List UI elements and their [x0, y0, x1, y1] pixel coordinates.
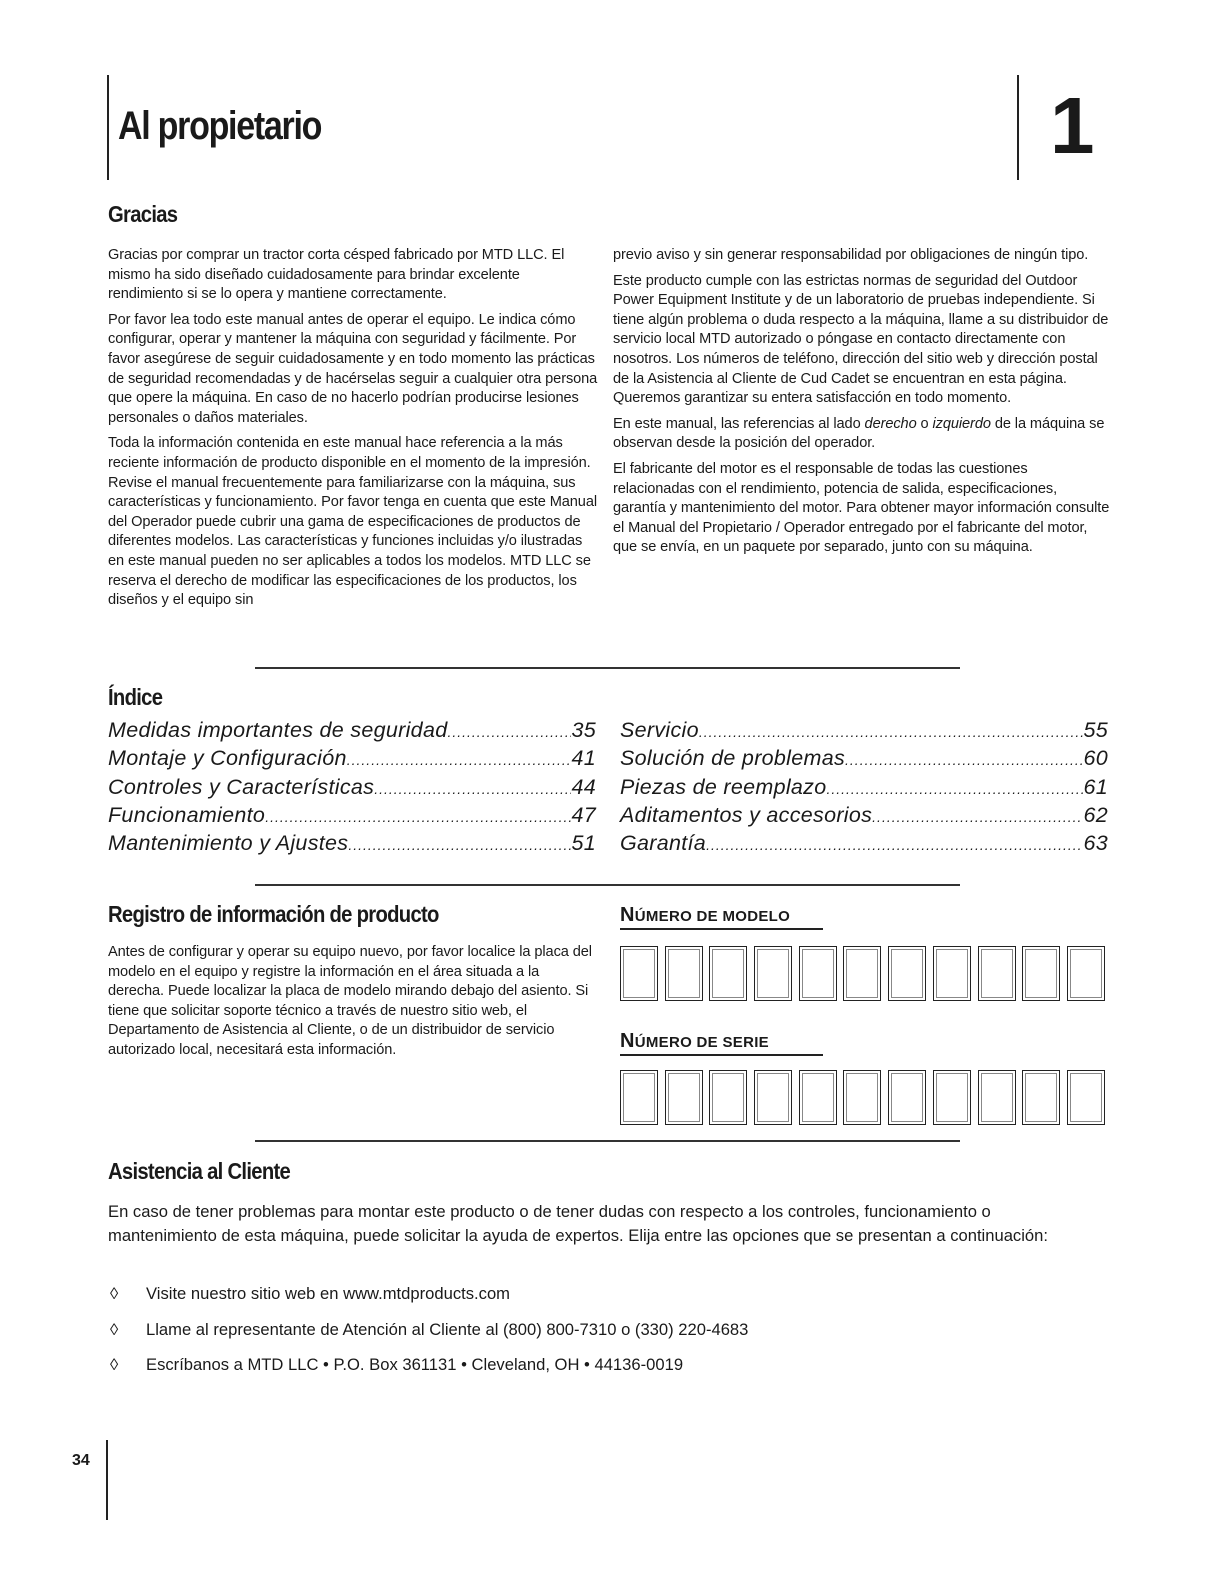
- footer-bar: [106, 1440, 108, 1520]
- text: izquierdo: [932, 415, 991, 432]
- entry-box[interactable]: [933, 946, 971, 1001]
- chapter-bar: [1017, 75, 1019, 180]
- bullet-item: [110, 1320, 748, 1340]
- toc-label: Funcionamiento: [108, 802, 266, 827]
- toc-label: Montaje y Configuración: [108, 746, 347, 771]
- asistencia-text: [108, 1200, 1068, 1248]
- entry-box[interactable]: [620, 946, 658, 1001]
- entry-box[interactable]: [665, 1070, 703, 1125]
- toc-page: 51: [571, 831, 596, 856]
- toc-label: Garantía: [620, 831, 707, 856]
- text: En este manual, las referencias al lado: [613, 415, 865, 432]
- toc-entry[interactable]: [620, 746, 1108, 774]
- toc-label: Aditamentos y accesorios: [620, 802, 873, 827]
- divider: [255, 1140, 960, 1142]
- text: derecho: [864, 415, 917, 432]
- chapter-number: 1: [1050, 81, 1095, 170]
- website-text: Visite nuestro sitio web en www.mtdproducts.com: [146, 1284, 510, 1303]
- toc-label: Controles y Características: [108, 774, 375, 799]
- toc-label: Piezas de reemplazo: [620, 774, 827, 799]
- text: de la máquina se observan desde la posición del operador.: [613, 415, 1105, 452]
- toc-label: Servicio: [620, 718, 699, 742]
- paragraph: Gracias por comprar un tractor corta césped fabricado por MTD LLC. El mismo ha sido diseñado cuidadosamente para brindar excelente rendimiento si se lo opera y mantiene correctamente.: [108, 247, 565, 303]
- toc-entry[interactable]: [108, 775, 596, 803]
- entry-box[interactable]: [754, 1070, 792, 1125]
- entry-box[interactable]: [1067, 1070, 1105, 1125]
- toc-leader: [347, 752, 572, 768]
- divider: [255, 667, 960, 669]
- entry-box[interactable]: [665, 946, 703, 1001]
- address-text: Escríbanos a MTD LLC • P.O. Box 361131 • Cleveland, OH • 44136-0019: [146, 1355, 684, 1374]
- serial-number-label: [620, 1030, 825, 1056]
- registro-text: [108, 943, 598, 1067]
- paragraph: Toda la información contenida en este manual hace referencia a la más reciente información de producto disponible en el momento de la impresión. Revise el manual frecuentemente para familiarizarse con la máquina, sus características y funcionamiento. Por favor tenga en cuenta que este Manual del Operador puede cubrir una gama de especificaciones de productos de diferentes modelos. Las características y funciones incluidas y/o ilustradas en este manual pueden no ser aplicables a todos los modelos. MTD LLC se reserva el derecho de modificar las especificaciones de los productos, los diseños y el equipo sin: [108, 435, 597, 609]
- model-number-boxes[interactable]: [620, 946, 1105, 1001]
- entry-box[interactable]: [1022, 1070, 1060, 1125]
- toc-leader: [374, 781, 571, 797]
- bullet-item: [110, 1355, 683, 1375]
- toc-page: 63: [1083, 831, 1108, 856]
- toc-leader: [845, 752, 1083, 768]
- toc-page: 61: [1083, 774, 1108, 799]
- entry-box[interactable]: [978, 946, 1016, 1001]
- serial-number-boxes[interactable]: [620, 1070, 1105, 1125]
- paragraph: Este producto cumple con las estrictas normas de seguridad del Outdoor Power Equipment Institute y de un laboratorio de pruebas independiente. Si tiene algún problema o duda respecto a la máquina, llame a su distribuidor de servicio local MTD autorizado o póngase en contacto directamente con nosotros. Los números de teléfono, dirección del sitio web y dirección postal de la Asistencia al Cliente de Cud Cadet se encuentran en esta página. Queremos garantizar su entera satisfacción en todo momento.: [613, 272, 1109, 407]
- gracias-heading: Gracias: [108, 201, 178, 227]
- model-number-label: [620, 904, 825, 930]
- text: N: [620, 904, 635, 926]
- paragraph: previo aviso y sin generar responsabilidad por obligaciones de ningún tipo.: [613, 247, 1089, 263]
- page-title: Al propietario: [118, 104, 322, 148]
- entry-box[interactable]: [709, 946, 747, 1001]
- text: ÚMERO DE MODELO: [634, 908, 791, 925]
- entry-box[interactable]: [1067, 946, 1105, 1001]
- toc-leader: [706, 837, 1083, 853]
- toc-page: 55: [1083, 718, 1108, 742]
- gracias-left-column: [108, 246, 598, 617]
- toc-page: 60: [1083, 746, 1108, 771]
- gracias-right-column: [613, 246, 1113, 564]
- phone-text: Llame al representante de Atención al Cliente al (800) 800-7310 o (330) 220-4683: [146, 1320, 749, 1339]
- entry-box[interactable]: [1022, 946, 1060, 1001]
- entry-box[interactable]: [888, 1070, 926, 1125]
- toc-entry[interactable]: [108, 803, 596, 831]
- entry-box[interactable]: [888, 946, 926, 1001]
- toc-label: Medidas importantes de seguridad: [108, 718, 448, 742]
- toc-left: [108, 718, 596, 859]
- entry-box[interactable]: [978, 1070, 1016, 1125]
- toc-leader: [265, 809, 571, 825]
- toc-leader: [447, 724, 571, 740]
- toc-entry[interactable]: [108, 718, 596, 746]
- toc-label: Solución de problemas: [620, 746, 846, 771]
- entry-box[interactable]: [709, 1070, 747, 1125]
- diamond-bullet-icon: ◊: [110, 1284, 119, 1303]
- toc-page: 41: [571, 746, 596, 771]
- paragraph: Antes de configurar y operar su equipo nuevo, por favor localice la placa del modelo en el equipo y registre la información en el área situada a la derecha. Puede localizar la placa de modelo mirando debajo del asiento. Si tiene que solicitar soporte técnico a través de nuestro sitio web, el Departamento de Asistencia al Cliente, o de un distribuidor de servicio autorizado local, necesitará esta información.: [108, 944, 592, 1058]
- entry-box[interactable]: [754, 946, 792, 1001]
- toc-right: [620, 718, 1108, 859]
- entry-box[interactable]: [799, 1070, 837, 1125]
- title-bar: [107, 75, 109, 180]
- indice-heading: Índice: [108, 684, 163, 710]
- toc-entry[interactable]: [108, 746, 596, 774]
- bullet-item: [110, 1284, 510, 1304]
- diamond-bullet-icon: ◊: [110, 1355, 119, 1374]
- toc-page: 44: [571, 774, 596, 799]
- asistencia-heading: Asistencia al Cliente: [108, 1158, 291, 1184]
- entry-box[interactable]: [620, 1070, 658, 1125]
- toc-entry[interactable]: [620, 831, 1108, 859]
- text: o: [916, 415, 933, 432]
- toc-page: 62: [1083, 802, 1108, 827]
- toc-label: Mantenimiento y Ajustes: [108, 831, 349, 856]
- toc-leader: [699, 724, 1084, 740]
- toc-page: 35: [571, 718, 596, 742]
- toc-entry[interactable]: [620, 803, 1108, 831]
- entry-box[interactable]: [933, 1070, 971, 1125]
- toc-leader: [348, 837, 571, 853]
- paragraph: El fabricante del motor es el responsable de todas las cuestiones relacionadas con el rendimiento, potencia de salida, especificaciones, garantía y mantenimiento del motor. Para obtener mayor información consulte el Manual del Propietario / Operador entregado por el fabricante del motor, que se envía, en un paquete por separado, junto con su máquina.: [613, 460, 1110, 556]
- registro-heading: Registro de información de producto: [108, 901, 439, 927]
- divider: [255, 884, 960, 886]
- diamond-bullet-icon: ◊: [110, 1320, 119, 1339]
- paragraph: En caso de tener problemas para montar este producto o de tener dudas con respecto a los controles, funcionamiento o mantenimiento de esta máquina, puede solicitar la ayuda de expertos. Elija entre las opciones que se presentan a continuación:: [108, 1202, 1048, 1245]
- text: N: [620, 1030, 635, 1052]
- toc-entry[interactable]: [620, 775, 1108, 803]
- entry-box[interactable]: [843, 1070, 881, 1125]
- toc-entry[interactable]: [620, 718, 1108, 746]
- paragraph: [613, 415, 1113, 454]
- page-number: 34: [72, 1452, 90, 1469]
- toc-leader: [826, 781, 1083, 797]
- toc-entry[interactable]: [108, 831, 596, 859]
- entry-box[interactable]: [843, 946, 881, 1001]
- entry-box[interactable]: [799, 946, 837, 1001]
- toc-page: 47: [571, 802, 596, 827]
- paragraph: Por favor lea todo este manual antes de operar el equipo. Le indica cómo configurar, operar y mantener la máquina con seguridad y fácilmente. Por favor asegúrese de seguir cuidadosamente y en todo momento las prácticas de seguridad recomendadas y de hacérselas seguir a cualquier otra persona que opere la máquina. En caso de no hacerlo podrían producirse lesiones personales o daños materiales.: [108, 311, 598, 426]
- toc-leader: [872, 809, 1083, 825]
- text: ÚMERO DE SERIE: [634, 1034, 769, 1051]
